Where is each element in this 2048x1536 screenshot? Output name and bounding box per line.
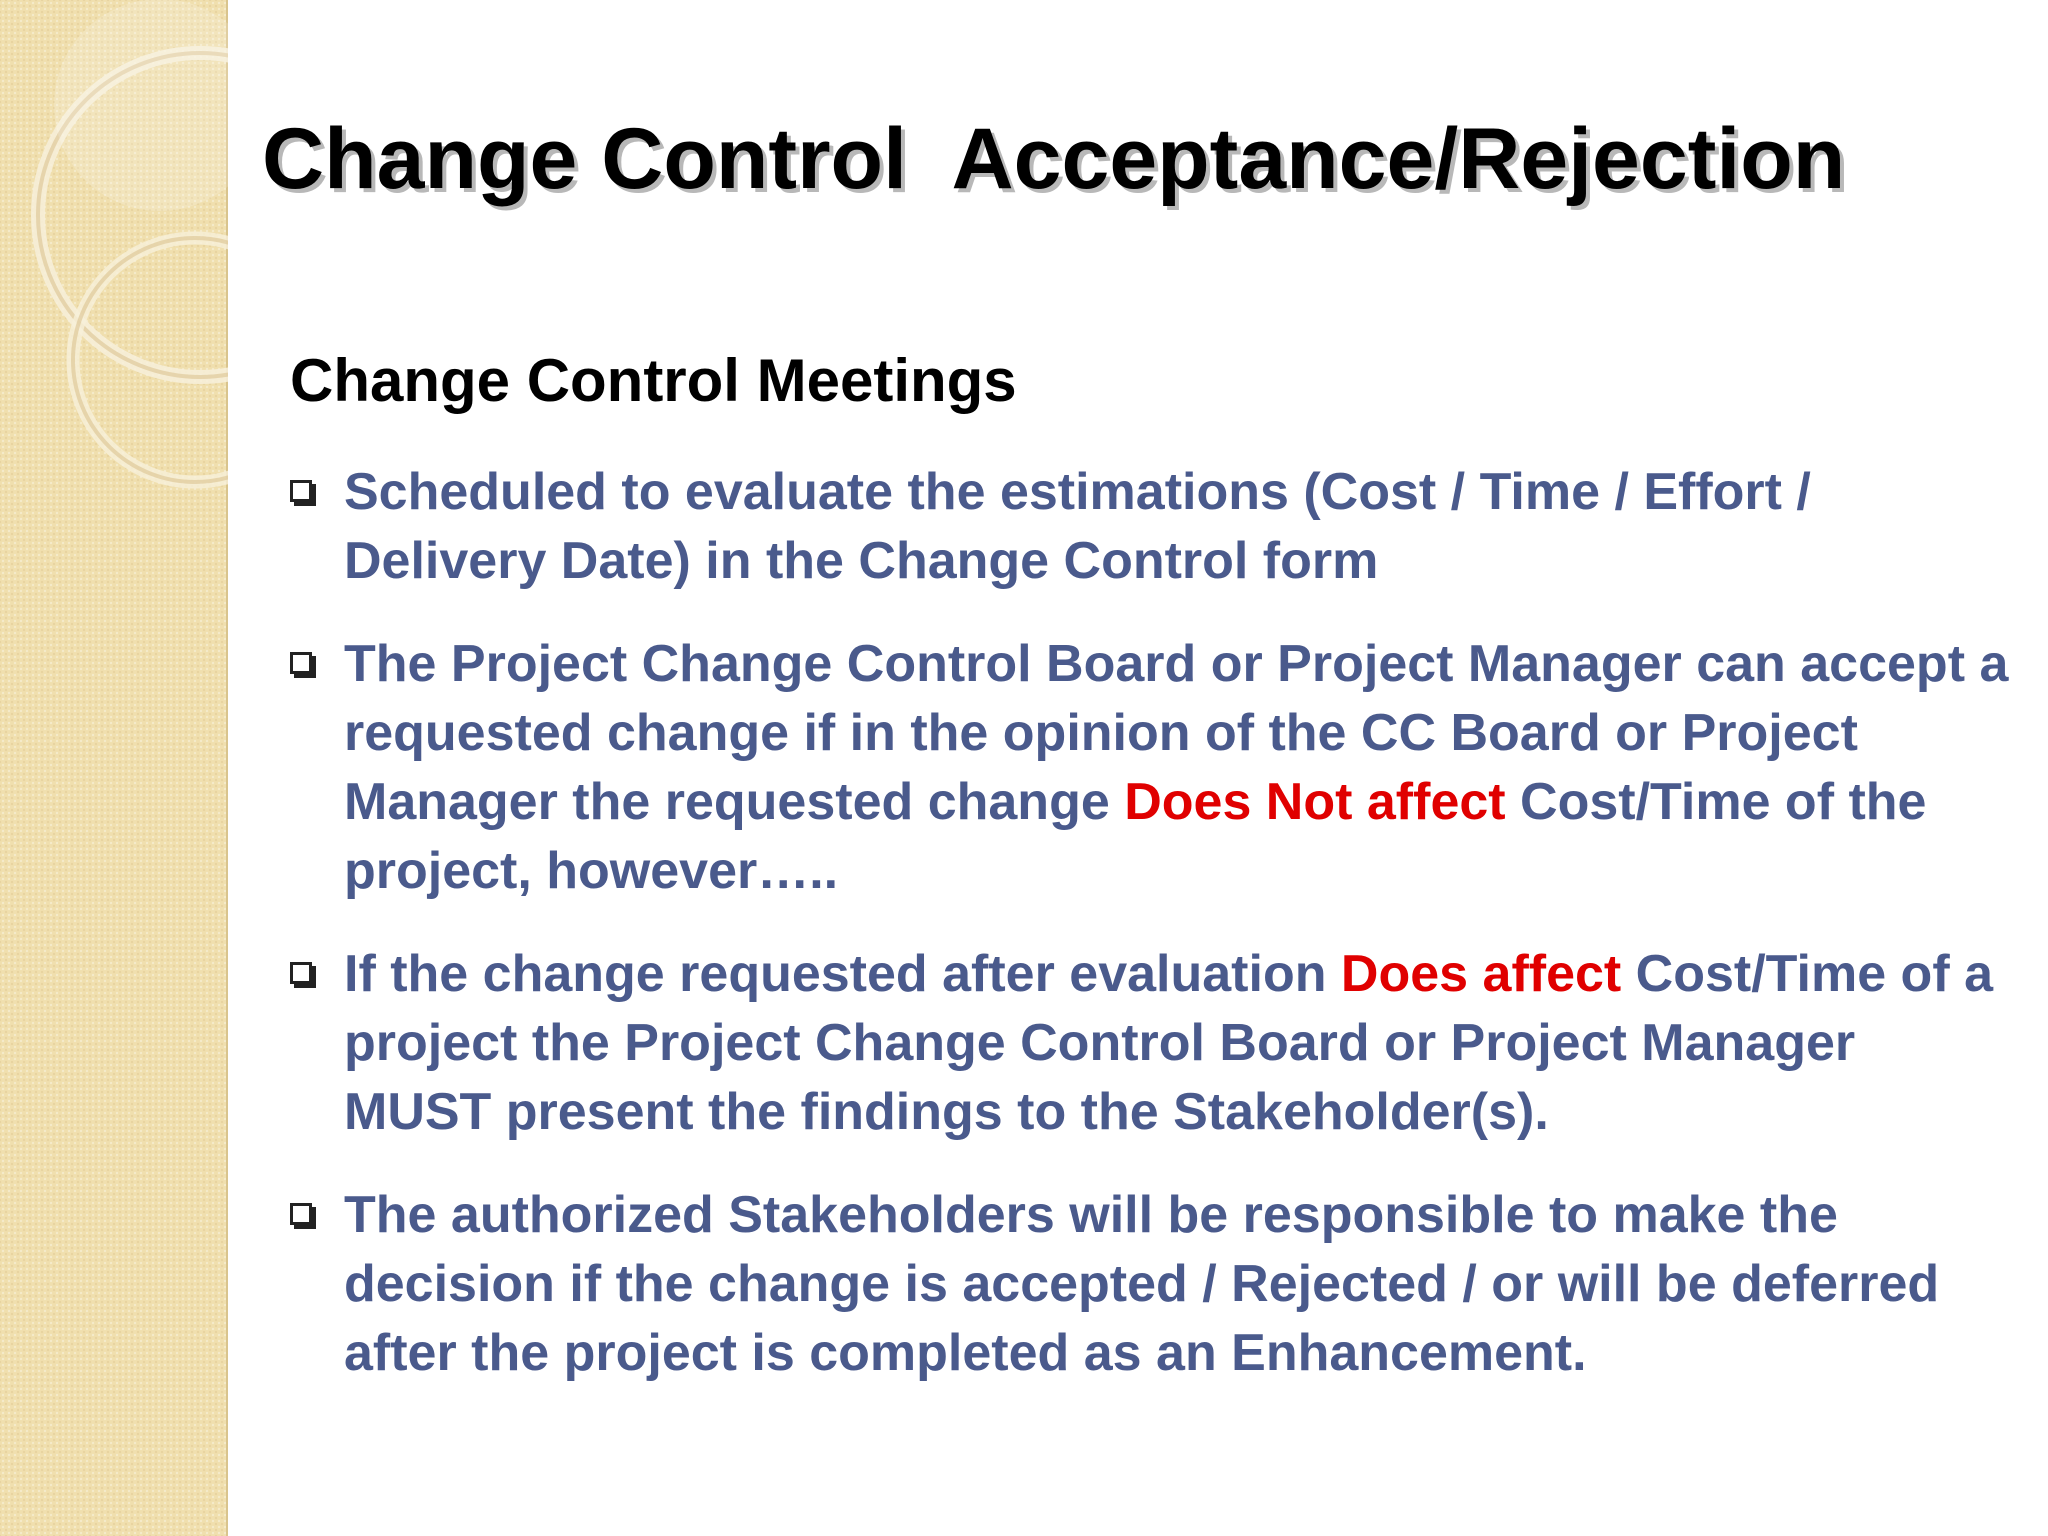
- bullet-text-2-after: Cost/Time of the project, however…..: [344, 773, 1927, 900]
- bullet-item-1: [280, 458, 2010, 596]
- ring-decoration-icon: [0, 0, 228, 1536]
- bullet-text-3-before: If the change requested after evaluation: [344, 945, 1341, 1003]
- bullet-text-2-before: The Project Change Control Board or Project Manager can accept a requested change if in the opinion of the CC Board or Project Manager the requested change: [344, 635, 2009, 831]
- bullet-list: [280, 458, 2010, 1422]
- square-bullet-icon: [290, 962, 312, 984]
- bullet-item-4: [280, 1181, 2010, 1388]
- square-bullet-icon: [290, 1203, 312, 1225]
- section-heading: Change Control Meetings: [290, 347, 1017, 414]
- bullet-item-3: [280, 940, 2010, 1147]
- bullet-text-3-after: Cost/Time of a project the Project Change Control Board or Project Manager MUST present the findings to the Stakeholder(s).: [344, 945, 1994, 1141]
- decorative-sidebar: [0, 0, 228, 1536]
- page-title: Change Control Acceptance/Rejection: [262, 111, 1846, 207]
- bullet-text-3-emphasis: Does affect: [1340, 945, 1622, 1003]
- square-bullet-icon: [290, 652, 312, 674]
- bullet-text-2-emphasis: Does Not affect: [1124, 773, 1506, 831]
- square-bullet-icon: [290, 480, 312, 502]
- bullet-text-4: The authorized Stakeholders will be responsible to make the decision if the change is accepted / Rejected / or will be deferred after the project is completed as an Enhancement.: [344, 1186, 1940, 1382]
- bullet-text-1: Scheduled to evaluate the estimations (Cost / Time / Effort / Delivery Date) in the Change Control form: [344, 463, 1811, 590]
- bullet-item-2: [280, 630, 2010, 906]
